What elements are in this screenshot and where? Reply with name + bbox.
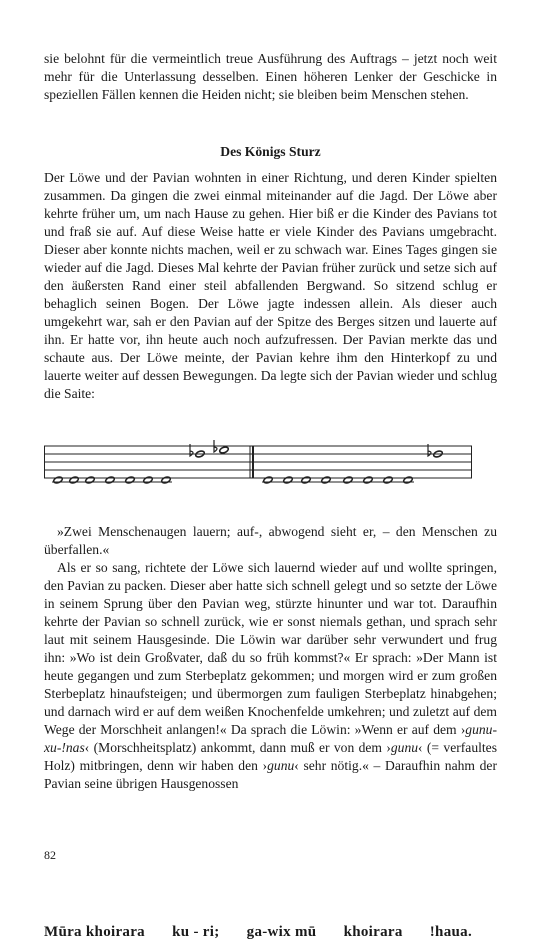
lyric-word: Mūra khoirara xyxy=(44,924,145,940)
lyric-word: ku - ri; xyxy=(172,924,220,940)
lyric-word: ga-wix mū xyxy=(246,924,317,940)
story-paragraph xyxy=(44,169,497,403)
song-translation: »Zwei Menschenaugen lauern; auf-, abwogend sieht er, – den Menschen zu überfallen.« xyxy=(44,524,497,557)
intro-text: sie belohnt für die vermeintlich treue Ausführung des Auftrags – jetzt noch weit mehr für die Unterlassung desselben. Einen höheren Lenker der Geschicke in speziellen Fällen kennen die Heiden nicht; sie bleiben beim Menschen stehen. xyxy=(44,51,497,102)
closing-paragraph: Als er so sang, richtete der Löwe sich lauernd wieder auf und wollte springen, den Pavian zu packen. Dieser aber hatte sich schnell gelegt und so setzte der Löwe in seinem Sprung über den Pavian weg, stürzte hinunter und war tot. Daraufhin kehrte der Pavian so schnell zurück, wie er sonst niemals gethan, und sprach sehr laut mit seinem Hausgesinde. Die Löwin war darüber sehr verwundert und frug ihn: »Wo ist dein Großvater, daß du so früh kommst?« Er sprach: »Der Mann ist heute gegangen und zum Sterbeplatz gekommen; und morgen wird er zum großen Sterbeplatz hinaufsteigen; und übermorgen zum fauligen Sterbeplatz hinabgehen; und darnach wird er auf dem weißen Knochenfelde umkehren; und zuletzt auf dem Wege der Morschheit anlangen!« Da sprach die Löwin: »Wenn er auf dem ›gunu-xu-!nas‹ (Morschheitsplatz) ankommt, dann muß er von dem ›gunu‹ (= verfaultes Holz) mitbringen, denn wir haben den ›gunu‹ sehr nötig.« – Daraufhin nahm der Pavian seine übrigen Hausgenossen xyxy=(44,560,497,791)
term-gunu: gunu xyxy=(390,740,419,755)
music-staff xyxy=(44,440,472,486)
page-number: 82 xyxy=(44,848,56,862)
intro-paragraph xyxy=(44,50,497,104)
notes-measure-2 xyxy=(263,450,443,484)
story-text: Der Löwe und der Pavian wohnten in einer Richtung, und deren Kinder spielten zusammen. Da gingen die zwei einmal miteinander auf die Jagd. Der Löwe aber kehrte früher um, um nach Hause zu gehen. Hier biß er die Kinder des Pavians tot und fraß sie auf. Auf diese Weise hatte er viele Kinder des Pavians umgebracht. Dieser aber konnte nichts machen, weil er zu schwach war. Eines Tages gingen sie wieder auf die Jagd. Dieses Mal kehrte der Pavian früher zurück und setze sich auf den äußersten Rand einer steil abfallenden Bergwand. So sitzend schlug er behaglich seinen Bogen. Der Löwe jagte indessen allein. Als dieser auch umgekehrt war, sah er den Pavian auf der Spitze des Berges sitzen und lauerte auf ihn. Er hatte vor, ihn heute auch noch aufzufressen. Der Pavian merkte das und schaute aus. Der Löwe meinte, der Pavian kehre ihm den Hinterkopf zu und lauerte weiter auf dessen Bewegungen. Da legte sich der Pavian wieder und schlug die Saite: xyxy=(44,170,497,401)
song-lyrics xyxy=(44,924,472,941)
term-gunu-xu-nas: gunu-xu-!nas xyxy=(44,722,497,755)
lyric-word: !haua. xyxy=(429,924,472,940)
term-gunu: gunu xyxy=(267,758,295,773)
closing-section xyxy=(44,523,497,793)
story-title: Des Königs Sturz xyxy=(220,144,321,159)
lyric-word: khoirara xyxy=(343,924,403,940)
